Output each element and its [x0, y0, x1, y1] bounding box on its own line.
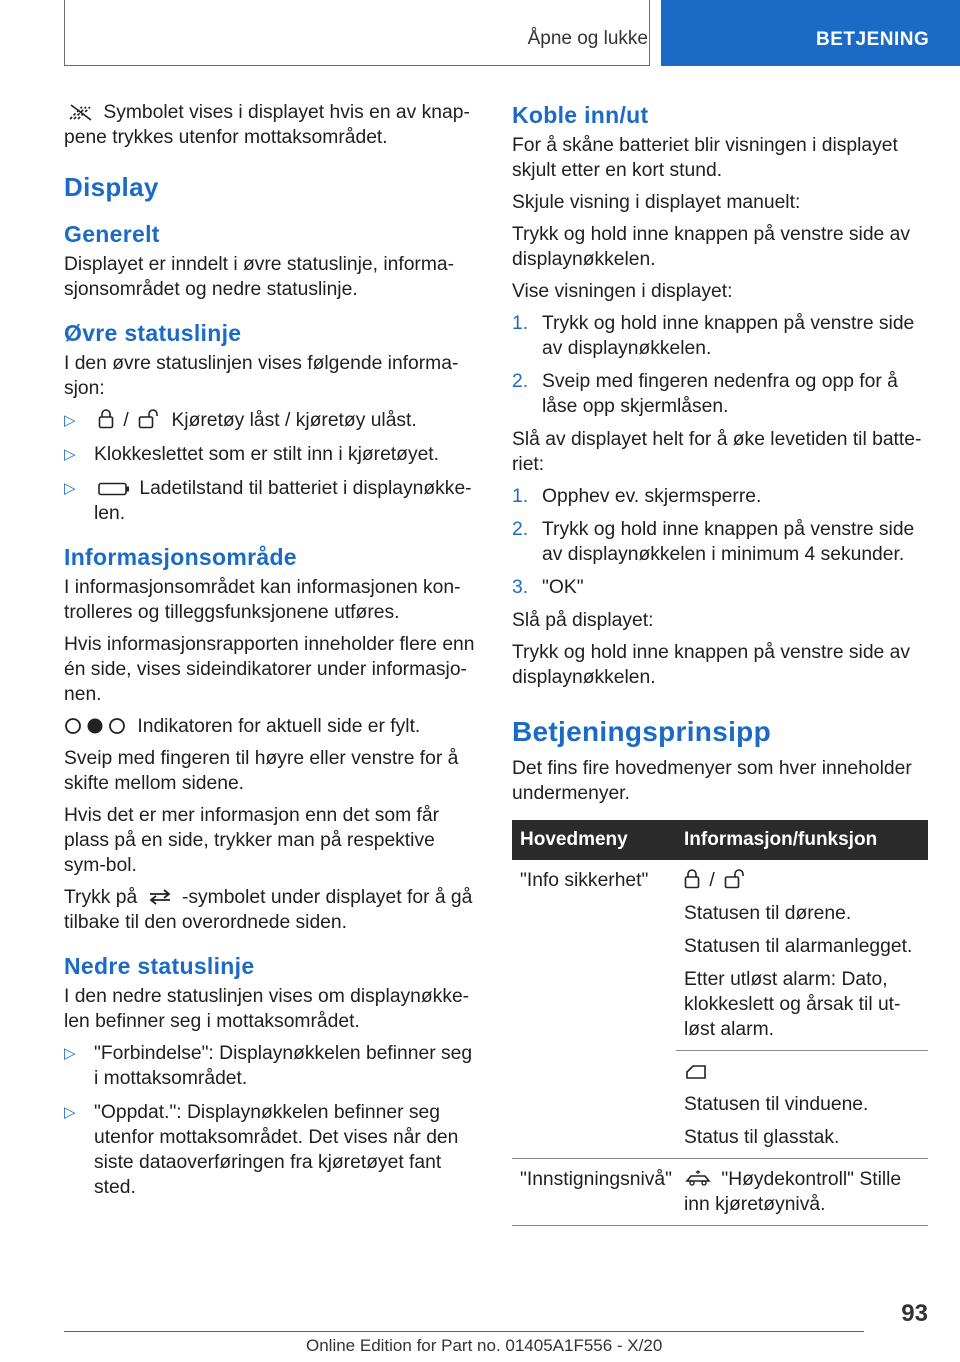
intro-paragraph: Symbolet vises i displayet hvis en av knap-pene trykkes utenfor mottaksområdet. — [64, 102, 470, 148]
ovre-list — [64, 408, 480, 526]
bullet-triangle-icon: ▷ — [64, 1104, 76, 1121]
bullet-triangle-icon: ▷ — [64, 1045, 76, 1062]
step-item: 1. Trykk og hold inne knappen på venstre side av displaynøkkelen. — [512, 313, 915, 359]
step-item: 3. "OK" — [512, 577, 584, 598]
table-row — [512, 1159, 928, 1226]
step-item: 1. Opphev ev. skjermsperre. — [512, 486, 762, 507]
table-row — [512, 860, 928, 1051]
koble-paragraph-6: Slå på displayet: — [512, 610, 654, 631]
table-cell-info: Statusen til vinduene. Status til glasstak. — [676, 1051, 928, 1159]
info-paragraph-2: Hvis informasjonsrapporten inneholder flere enn én side, vises sideindikatorer under informasjo-nen. — [64, 634, 475, 705]
koble-paragraph-5: Slå av displayet helt for å øke levetiden til batte-riet: — [512, 429, 922, 475]
bullet-triangle-icon: ▷ — [64, 480, 76, 497]
right-column — [512, 100, 928, 1226]
step-item: 2. Trykk og hold inne knappen på venstre side av displaynøkkelen i minimum 4 sekunder. — [512, 519, 915, 565]
koble-paragraph-7: Trykk og hold inne knappen på venstre side av displaynøkkelen. — [512, 642, 911, 688]
header-chapter-label: BETJENING — [816, 29, 930, 50]
table-cell-info: / Statusen til dørene. Statusen til alarmanlegget. Etter utløst alarm: Dato, klokkeslett og årsak til ut-løst alarm. — [676, 860, 928, 1051]
koble-paragraph-1: For å skåne batteriet blir visningen i displayet skjult etter en kort stund. — [512, 135, 898, 181]
vise-steps — [512, 311, 928, 419]
car-height-icon — [684, 1170, 712, 1188]
table-header-hovedmeny: Hovedmeny — [512, 820, 676, 860]
heading-informasjonsomrade: Informasjonsområde — [64, 544, 297, 570]
nedre-list — [64, 1041, 480, 1200]
list-item: ▷ "Oppdat.": Displaynøkkelen befinner seg utenfor mottaksområdet. Det vises når den siste dataoverføringen fra kjøretøyet fant sted. — [64, 1102, 459, 1198]
heading-koble-inn-ut: Koble inn/ut — [512, 102, 649, 128]
generelt-paragraph: Displayet er inndelt i øvre statuslinje, informa-sjonsområdet og nedre statuslinje. — [64, 254, 455, 300]
footer-divider — [64, 1331, 864, 1332]
back-arrows-icon — [147, 888, 173, 906]
info-paragraph-3: Indikatoren for aktuell side er fylt. — [64, 714, 480, 739]
koble-paragraph-4: Vise visningen i displayet: — [512, 281, 733, 302]
info-paragraph-6: Trykk på -symbolet under displayet for å gå tilbake til den overordnede siden. — [64, 887, 473, 933]
heading-generelt: Generelt — [64, 221, 160, 247]
table-header-row — [512, 820, 928, 860]
list-item: ▷ / Kjøretøy låst / kjøretøy ulåst. — [64, 410, 417, 431]
info-paragraph-5: Hvis det er mer informasjon enn det som får plass på en side, trykker man på respektive sym-bol. — [64, 805, 440, 876]
footer-edition: Online Edition for Part no. 01405A1F556 - X/20 — [306, 1336, 663, 1355]
lock-closed-icon — [98, 409, 114, 429]
table-cell-menu: "Info sikkerhet" — [512, 860, 676, 1159]
av-steps — [512, 484, 928, 600]
koble-paragraph-3: Trykk og hold inne knappen på venstre side av displaynøkkelen. — [512, 224, 911, 270]
list-item: ▷ "Forbindelse": Displaynøkkelen befinner seg i mottaksområdet. — [64, 1043, 473, 1089]
heading-display: Display — [64, 172, 159, 202]
list-item: ▷ Klokkeslettet som er stilt inn i kjøretøyet. — [64, 444, 440, 465]
lock-open-icon — [724, 869, 748, 889]
left-column — [64, 100, 480, 1216]
no-signal-icon — [68, 103, 94, 121]
ovre-paragraph: I den øvre statuslinjen vises følgende informa-sjon: — [64, 353, 459, 399]
heading-betjeningsprinsipp: Betjeningsprinsipp — [512, 716, 771, 747]
table-cell-menu: "Innstigningsnivå" — [512, 1159, 676, 1226]
page-number: 93 — [901, 1300, 928, 1327]
bullet-triangle-icon: ▷ — [64, 446, 76, 463]
window-icon — [684, 1060, 708, 1080]
lock-closed-icon — [684, 869, 700, 889]
step-item: 2. Sveip med fingeren nedenfra og opp for å låse opp skjermlåsen. — [512, 371, 898, 417]
koble-paragraph-2: Skjule visning i displayet manuelt: — [512, 192, 801, 213]
info-paragraph-1: I informasjonsområdet kan informasjonen kon-trolleres og tilleggsfunksjonene utføres. — [64, 577, 461, 623]
header-chapter-tab — [661, 0, 960, 66]
betj-paragraph: Det fins fire hovedmenyer som hver inneholder undermenyer. — [512, 758, 912, 804]
nedre-paragraph: I den nedre statuslinjen vises om displaynøkke-len befinner seg i mottaksområdet. — [64, 986, 470, 1032]
info-paragraph-4: Sveip med fingeren til høyre eller venstre for å skifte mellom sidene. — [64, 748, 459, 794]
lock-open-icon — [138, 409, 162, 429]
heading-ovre-statuslinje: Øvre statuslinje — [64, 320, 242, 346]
battery-icon — [98, 481, 130, 497]
list-item: ▷ Ladetilstand til batteriet i displaynøkke-len. — [64, 478, 472, 524]
bullet-triangle-icon: ▷ — [64, 412, 76, 429]
table-cell-info: "Høydekontroll" Stille inn kjøretøynivå. — [676, 1159, 928, 1226]
page-indicator-icon — [64, 717, 128, 735]
header-section-title: Åpne og lukke — [527, 28, 648, 49]
heading-nedre-statuslinje: Nedre statuslinje — [64, 953, 255, 979]
menu-table — [512, 820, 928, 1226]
table-header-informasjon: Informasjon/funksjon — [676, 820, 928, 860]
